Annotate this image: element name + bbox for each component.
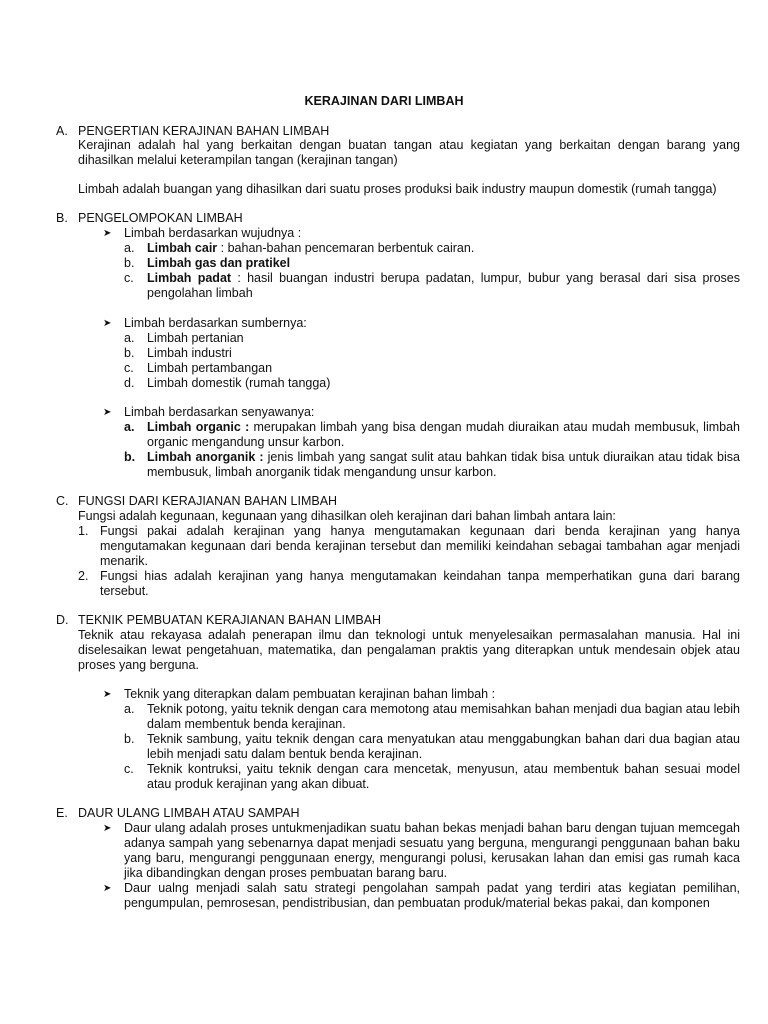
term: Limbah cair [147, 241, 218, 255]
bullet-text: Limbah berdasarkan senyawanya: [124, 405, 315, 419]
list-marker: c. [124, 762, 134, 776]
list-marker: c. [124, 361, 134, 375]
list-text: Fungsi pakai adalah kerajinan yang hanya mengutamakan kegunaan dari benda kerajinan yang hanya mengutamakan kegunaan dari benda kerajinan tersebut dan memiliki keindahan sebagai tambahan agar menjadi menarik. [100, 524, 740, 568]
list-text: Teknik sambung, yaitu teknik dengan cara menyatukan atau menggabungkan bahan dari dua bagian atau lebih menjadi satu dalam bentuk benda kerajinan. [147, 732, 740, 761]
section-letter: B. [56, 211, 68, 225]
numbered-item [78, 569, 740, 599]
bullet-item [103, 821, 740, 881]
section-letter: E. [56, 806, 68, 820]
list-item [124, 331, 740, 346]
term: Limbah padat [147, 271, 232, 285]
list-text: Limbah domestik (rumah tangga) [147, 376, 331, 390]
list-text: Limbah industri [147, 346, 232, 360]
arrow-bullet-icon: ➤ [103, 318, 112, 329]
section-e-heading [56, 806, 300, 821]
list-item [124, 361, 740, 376]
bullet-item [103, 226, 740, 241]
list-marker: a. [124, 420, 135, 434]
term: Limbah gas dan pratikel [147, 256, 291, 270]
bullet-item [103, 687, 740, 702]
list-marker: a. [124, 331, 135, 345]
list-marker: a. [124, 241, 135, 255]
section-a-paragraph-2: Limbah adalah buangan yang dihasilkan dari suatu proses produksi baik industry maupun domestik (rumah tangga) [78, 182, 717, 196]
section-c-heading [56, 494, 337, 509]
arrow-bullet-icon: ➤ [103, 228, 112, 239]
list-item [124, 762, 740, 792]
list-item [124, 346, 740, 361]
definition: : bahan-bahan pencemaran berbentuk cairan. [217, 241, 475, 255]
arrow-bullet-icon: ➤ [103, 689, 112, 700]
list-marker: b. [124, 732, 135, 746]
list-marker: d. [124, 376, 135, 390]
list-item [124, 420, 740, 450]
section-title: PENGERTIAN KERAJINAN BAHAN LIMBAH [78, 124, 330, 138]
section-b-heading [56, 211, 243, 226]
list-marker: 1. [78, 524, 89, 538]
section-title: PENGELOMPOKAN LIMBAH [78, 211, 243, 225]
bullet-text: Limbah berdasarkan sumbernya: [124, 316, 307, 330]
arrow-bullet-icon: ➤ [103, 407, 112, 418]
section-a-heading [56, 124, 329, 139]
list-item [124, 271, 740, 301]
section-title: FUNGSI DARI KERAJIANAN BAHAN LIMBAH [78, 494, 338, 508]
bullet-item [103, 881, 740, 911]
section-c-intro: Fungsi adalah kegunaan, kegunaan yang dihasilkan oleh kerajinan dari bahan limbah antara lain: [78, 509, 616, 523]
definition: merupakan limbah yang bisa dengan mudah diuraikan atau mudah membusuk, limbah organic mengandung unsur karbon. [147, 420, 740, 449]
list-item [124, 450, 740, 480]
list-marker: b. [124, 256, 135, 270]
list-item [124, 256, 740, 271]
list-marker: a. [124, 702, 135, 716]
list-item [124, 702, 740, 732]
list-item [124, 241, 740, 256]
list-text: Limbah pertanian [147, 331, 244, 345]
bullet-text: Limbah berdasarkan wujudnya : [124, 226, 302, 240]
arrow-bullet-icon: ➤ [103, 823, 112, 834]
list-text: Fungsi hias adalah kerajinan yang hanya mengutamakan keindahan tanpa memperhatikan guna dari barang tersebut. [100, 569, 740, 598]
section-d-intro: Teknik atau rekayasa adalah penerapan ilmu dan teknologi untuk menyelesaikan permasalahan manusia. Hal ini diselesaikan lewat pengetahuan, matematika, dan pengalaman praktis yang diterapkan untuk mendesain objek atau proses yang berguna. [78, 628, 740, 672]
arrow-bullet-icon: ➤ [103, 883, 112, 894]
section-title: TEKNIK PEMBUATAN KERAJIANAN BAHAN LIMBAH [78, 613, 382, 627]
term: Limbah organic : [147, 420, 250, 434]
list-item [124, 732, 740, 762]
list-item [124, 376, 740, 391]
definition: : hasil buangan industri berupa padatan, lumpur, bubur yang berasal dari sisa proses pengolahan limbah [147, 271, 740, 300]
section-letter: D. [56, 613, 69, 627]
list-marker: b. [124, 346, 135, 360]
list-marker: c. [124, 271, 134, 285]
list-text: Teknik potong, yaitu teknik dengan cara memotong atau memisahkan bahan menjadi dua bagian atau lebih dalam membentuk benda kerajinan. [147, 702, 740, 731]
bullet-item [103, 316, 740, 331]
term: Limbah anorganik : [147, 450, 264, 464]
section-letter: A. [56, 124, 68, 138]
list-marker: 2. [78, 569, 89, 583]
section-a-paragraph-1: Kerajinan adalah hal yang berkaitan dengan buatan tangan atau kegiatan yang berkaitan dengan barang yang dihasilkan melalui keterampilan tangan (kerajinan tangan) [78, 138, 740, 167]
section-title: DAUR ULANG LIMBAH ATAU SAMPAH [78, 806, 300, 820]
section-d-heading [56, 613, 381, 628]
document-title: KERAJINAN DARI LIMBAH [304, 94, 464, 108]
list-marker: b. [124, 450, 136, 464]
definition: jenis limbah yang sangat sulit atau bahkan tidak bisa untuk diuraikan atau tidak bisa membusuk, limbah anorganik tidak mengandung unsur karbon. [147, 450, 740, 479]
section-letter: C. [56, 494, 69, 508]
bullet-text: Daur ulang adalah proses untukmenjadikan suatu bahan bekas menjadi bahan baru dengan tujuan memcegah adanya sampah yang sebenarnya dapat menjadi sesuatu yang berguna, mengurangi penggunaan bahan baku yang baru, mengurangi penggunaan energy, mengurangi polusi, kerusakan lahan dan emisi gas rumah kaca jika dibandingkan dengan proses pembuatan barang baru. [124, 821, 740, 880]
list-text: Teknik kontruksi, yaitu teknik dengan cara mencetak, menyusun, atau membentuk bahan sesuai model atau produk kerajinan yang akan dibuat. [147, 762, 740, 791]
list-text: Limbah pertambangan [147, 361, 273, 375]
numbered-item [78, 524, 740, 569]
bullet-text: Teknik yang diterapkan dalam pembuatan kerajinan bahan limbah : [124, 687, 496, 701]
bullet-item [103, 405, 740, 420]
bullet-text: Daur ualng menjadi salah satu strategi pengolahan sampah padat yang terdiri atas kegiatan pemilihan, pengumpulan, pemrosesan, pendistribusian, dan pembuatan produk/material bekas pakai, dan komponen [124, 881, 740, 910]
